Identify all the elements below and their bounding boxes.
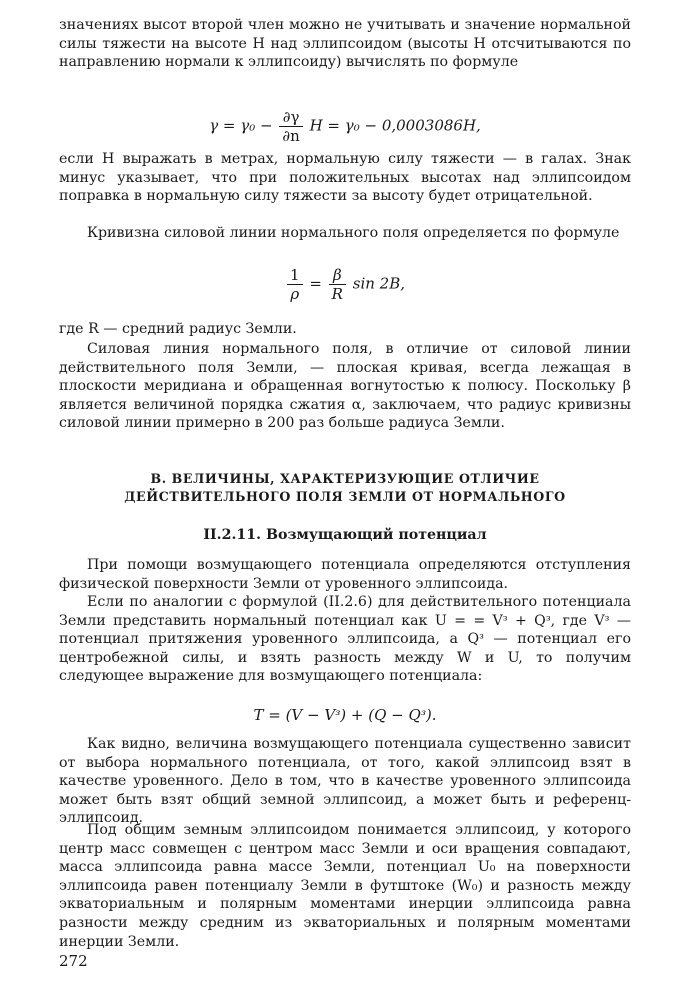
paragraph-7: Если по аналогии с формулой (II.2.6) для действительного потенциала Земли представить нормальный потенциал как U = = Vᵌ + Qᵌ, где Vᵌ — потенциал притяжения уровенного эллипсоида, а Qᵌ — потенциал его центробежной силы, и взять разность между W и U, то получим следующее выражение для возмущающего потенциала: bbox=[59, 594, 631, 685]
page-number: 272 bbox=[59, 952, 88, 970]
section-heading: В. ВЕЛИЧИНЫ, ХАРАКТЕРИЗУЮЩИЕ ОТЛИЧИЕ ДЕЙСТВИТЕЛЬНОГО ПОЛЯ ЗЕМЛИ ОТ НОРМАЛЬНОГО bbox=[124, 471, 566, 504]
paragraph-2: если H выражать в метрах, нормальную силу тяжести — в галах. Знак минус указывает, что при положительных высотах над эллипсоидом поправка в нормальную силу тяжести за высоту будет отрицательной. bbox=[59, 151, 631, 205]
formula-gravity-height bbox=[59, 108, 631, 145]
paragraph-1: значениях высот второй член можно не учитывать и значение нормальной силы тяжести на высоте H над эллипсоидом (высоты H отсчитываются по направлению нормали к эллипсоиду) вычислять по формуле bbox=[59, 17, 631, 71]
curvature-fraction-left: $\frac{1}{\rho}$ bbox=[287, 266, 303, 303]
paragraph-9: Под общим земным эллипсоидом понимается эллипсоид, у которого центр масс совмещен с центром масс Земли и оси вращения совпадают, масса эллипсоида равна массе Земли, потенциал U₀ на поверхности эллипсоида равен потенциалу Земли в футштоке (W₀) и разность между экваториальным и полярным моментами инерции эллипсоида равна разности между средним из экваториальных и полярным моментами инерции Земли. bbox=[59, 822, 631, 950]
paragraph-5: Силовая линия нормального поля, в отличие от силовой линии действительного поля Земли, — плоская кривая, всегда лежащая в плоскости меридиана и обращенная вогнутостью к полюсу. Поскольку β является величиной порядка сжатия α, заключаем, что радиус кривизны силовой линии примерно в 200 раз больше радиуса Земли. bbox=[59, 341, 631, 432]
paragraph-6: При помощи возмущающего потенциала определяются отступления физической поверхности Земли от уровенного эллипсоида. bbox=[59, 557, 631, 592]
formula-fraction bbox=[279, 108, 302, 145]
curvature-fraction-right: $\frac{\beta}{R}$ bbox=[329, 266, 346, 303]
paragraph-3: Кривизна силовой линии нормального поля определяется по формуле bbox=[87, 225, 620, 241]
paragraph-4: где R — средний радиус Земли. bbox=[59, 321, 297, 337]
fraction-denominator: ∂n bbox=[282, 127, 300, 145]
formula-curvature: $\frac{1}{\rho}$ = $\frac{\beta}{R}$ sin 2B, bbox=[59, 266, 631, 303]
paragraph-8: Как видно, величина возмущающего потенциала существенно зависит от выбора нормального потенциала, от того, какой эллипсоид взят в качестве уровенного. Дело в том, что в качестве уровенного эллипсоида может быть взят общий земной эллипсоид, а может быть и референц-эллипсоид. bbox=[59, 736, 631, 827]
formula-rhs: H = γ₀ − 0,0003086H, bbox=[309, 116, 481, 135]
formula-lhs: γ = γ₀ − bbox=[209, 116, 273, 135]
fraction-numerator: ∂γ bbox=[279, 108, 302, 127]
subsection-title: II.2.11. Возмущающий потенциал bbox=[203, 527, 487, 543]
curvature-rhs: sin 2B, bbox=[352, 274, 406, 293]
formula-disturbing-potential: T = (V − Vᵌ) + (Q − Qᵌ). bbox=[253, 706, 437, 724]
